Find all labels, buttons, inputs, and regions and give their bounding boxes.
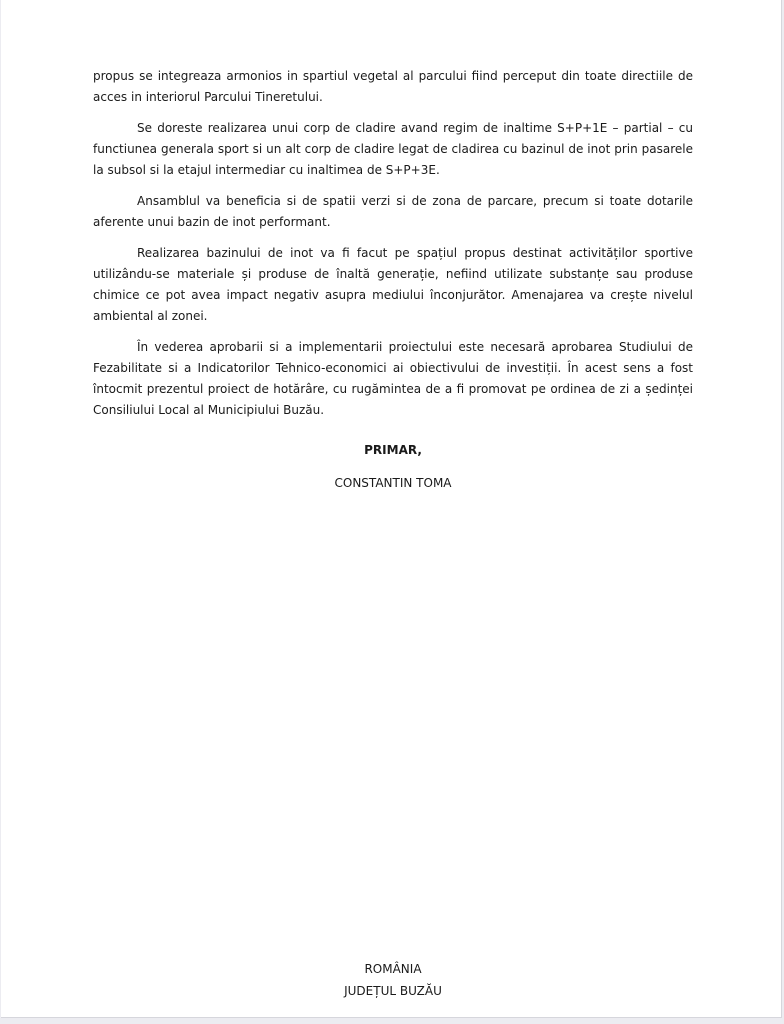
document-body	[93, 66, 693, 431]
signature-block	[93, 440, 693, 494]
paragraph-approval: În vederea aprobarii si a implementarii proiectului este necesară aprobarea Studiului de Fezabilitate si a Indicatorilor Tehnico-economici ai obiectivului de investiții. În acest sens a fost întocmit prezentul proiect de hotărâre, cu rugămintea de a fi promovat pe ordinea de zi a ședinței Consiliului Local al Municipiului Buzău.	[93, 340, 693, 417]
paragraph-continuation: propus se integreaza armonios in spartiul vegetal al parcului fiind perceput din toate directiile de acces in interiorul Parcului Tineretului.	[93, 69, 693, 104]
signature-title: PRIMAR,	[364, 443, 422, 457]
signature-name: CONSTANTIN TOMA	[334, 476, 452, 490]
page-footer	[93, 958, 693, 1002]
footer-county: JUDEȚUL BUZĂU	[344, 984, 442, 998]
document-page	[1, 0, 782, 1018]
paragraph-building-description: Se doreste realizarea unui corp de cladire avand regim de inaltime S+P+1E – partial – cu functiunea generala sport si un alt corp de cladire legat de cladirea cu bazinul de inot prin pasarele la subsol si la etajul intermediar cu inaltimea de S+P+3E.	[93, 121, 693, 177]
paragraph-materials: Realizarea bazinului de inot va fi facut pe spațiul propus destinat activităților sportive utilizându-se materiale și produse de înaltă generație, nefiind utilizate substanțe sau produse chimice ce pot avea impact negativ asupra mediului înconjurător. Amenajarea va crește nivelul ambiental al zonei.	[93, 246, 693, 323]
paragraph-green-spaces: Ansamblul va beneficia si de spatii verzi si de zona de parcare, precum si toate dotarile aferente unui bazin de inot performant.	[93, 194, 693, 229]
footer-country: ROMÂNIA	[364, 962, 422, 976]
